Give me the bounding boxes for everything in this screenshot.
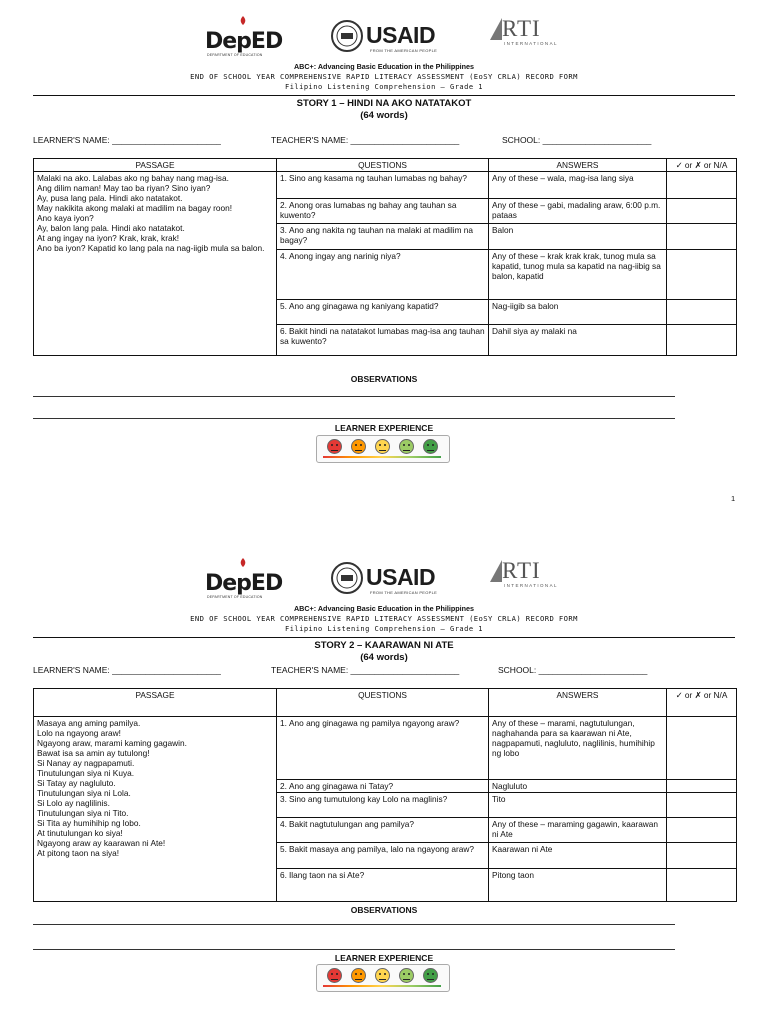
mark-cell[interactable]	[667, 793, 737, 818]
happy-face-icon[interactable]	[399, 439, 414, 454]
table-header-row	[34, 689, 737, 717]
question-number: 4.	[280, 251, 287, 261]
passage-header: PASSAGE	[34, 159, 277, 172]
question-text: Ano ang ginagawa ng kaniyang kapatid?	[289, 301, 439, 311]
question-number: 4.	[280, 819, 287, 829]
passage-line: Ang dilim naman! May tao ba riyan? Sino iyan?	[37, 183, 211, 193]
answers-header: ANSWERS	[489, 159, 667, 172]
mark-cell[interactable]	[667, 780, 737, 793]
question-text: Bakit hindi na natatakot lumabas mag-isa ang tauhan sa kuwento?	[280, 326, 485, 346]
passage-line: Si Tita ay humihihip ng lobo.	[37, 818, 141, 828]
record-table	[33, 688, 737, 902]
divider	[33, 637, 735, 638]
question-cell	[277, 325, 489, 356]
logo-bar	[0, 14, 768, 60]
question-number: 3.	[280, 225, 287, 235]
very-happy-face-icon[interactable]	[423, 439, 438, 454]
passage-line: Tinutulungan siya ni Lola.	[37, 788, 131, 798]
learner-experience-title: LEARNER EXPERIENCE	[334, 953, 434, 963]
usaid-seal-icon	[330, 19, 364, 53]
passage-line: Si Lolo ay naglilinis.	[37, 798, 110, 808]
rti-mark-icon	[490, 18, 502, 40]
passage-line: Tinutulungan siya ni Kuya.	[37, 768, 135, 778]
rti-mark-icon	[490, 560, 502, 582]
answer-cell: Any of these – wala, mag-isa lang siya	[489, 172, 667, 199]
question-cell	[277, 818, 489, 843]
neutral-face-icon[interactable]	[375, 439, 390, 454]
mark-header: ✓ or ✗ or N/A	[667, 159, 737, 172]
answer-cell: Nag-iigib sa balon	[489, 300, 667, 325]
passage-line: Malaki na ako. Lalabas ako ng bahay nang mag-isa.	[37, 173, 229, 183]
sad-face-icon[interactable]	[351, 439, 366, 454]
passage-line: Ngayong araw ay kaarawan ni Ate!	[37, 838, 166, 848]
question-text: Sino ang kasama ng tauhan lumabas ng bahay?	[289, 173, 468, 183]
observation-line[interactable]	[33, 396, 675, 397]
usaid-seal-icon	[330, 561, 364, 595]
question-cell	[277, 172, 489, 199]
question-number: 1.	[280, 173, 287, 183]
observation-line[interactable]	[33, 949, 675, 950]
table-row	[34, 717, 737, 780]
word-count: (64 words)	[360, 110, 408, 121]
mark-cell[interactable]	[667, 869, 737, 902]
question-text: Sino ang tumutulong kay Lolo na maglinis?	[289, 794, 448, 804]
question-text: Anong ingay ang narinig niya?	[289, 251, 401, 261]
answers-header: ANSWERS	[489, 689, 667, 717]
school-field[interactable]: SCHOOL: _______________________	[502, 135, 652, 145]
answer-cell: Kaarawan ni Ate	[489, 843, 667, 869]
mark-cell[interactable]	[667, 818, 737, 843]
answer-cell: Pitong taon	[489, 869, 667, 902]
question-cell	[277, 843, 489, 869]
happy-face-icon[interactable]	[399, 968, 414, 983]
logo-bar	[0, 556, 768, 602]
mark-cell[interactable]	[667, 843, 737, 869]
observations-title: OBSERVATIONS	[350, 374, 418, 384]
answer-cell: Any of these – marami, nagtutulungan, naghahanda para sa kaarawan ni Ate, nagpapamuti, nagluluto, naglilinis, humihihip ng lobo	[489, 717, 667, 780]
learner-experience-scale[interactable]	[316, 964, 450, 992]
story-title: STORY 2 – KAARAWAN NI ATE	[314, 640, 454, 651]
program-title: ABC+: Advancing Basic Education in the Philippines	[293, 62, 475, 71]
answer-cell: Any of these – maraming gagawin, kaarawan ni Ate	[489, 818, 667, 843]
answer-cell: Any of these – gabi, madaling araw, 6:00 p.m. pataas	[489, 199, 667, 224]
passage-line: Ngayong araw, marami kaming gagawin.	[37, 738, 187, 748]
school-field[interactable]: SCHOOL: _______________________	[498, 665, 648, 675]
table-row	[34, 172, 737, 199]
question-number: 5.	[280, 844, 287, 854]
teacher-name-field[interactable]: TEACHER'S NAME: _______________________	[271, 135, 460, 145]
form-title: END OF SCHOOL YEAR COMPREHENSIVE RAPID LITERACY ASSESSMENT (EoSY CRLA) RECORD FORM	[190, 614, 578, 623]
questions-header: QUESTIONS	[277, 689, 489, 717]
passage-line: Ano kaya iyon?	[37, 213, 94, 223]
mark-cell[interactable]	[667, 717, 737, 780]
question-cell	[277, 224, 489, 250]
passage-cell	[34, 717, 277, 902]
question-text: Anong oras lumabas ng bahay ang tauhan sa kuwento?	[280, 200, 457, 220]
question-cell	[277, 780, 489, 793]
question-number: 1.	[280, 718, 287, 728]
question-number: 6.	[280, 326, 287, 336]
passage-line: Ano ba iyon? Kapatid ko lang pala na nag-iigib mula sa balon.	[37, 243, 265, 253]
question-number: 3.	[280, 794, 287, 804]
question-text: Bakit nagtutulungan ang pamilya?	[289, 819, 415, 829]
questions-header: QUESTIONS	[277, 159, 489, 172]
passage-line: At tinutulungan ko siya!	[37, 828, 123, 838]
question-text: Ilang taon na si Ate?	[289, 870, 365, 880]
very-sad-face-icon[interactable]	[327, 439, 342, 454]
passage-line: Lolo na ngayong araw!	[37, 728, 121, 738]
passage-line: Masaya ang aming pamilya.	[37, 718, 141, 728]
mark-cell[interactable]	[667, 300, 737, 325]
passage-line: May nakikita akong malaki at madilim na bagay roon!	[37, 203, 233, 213]
word-count: (64 words)	[360, 652, 408, 663]
question-number: 2.	[280, 781, 287, 791]
scale-line	[323, 985, 441, 987]
divider	[33, 95, 735, 96]
very-sad-face-icon[interactable]	[327, 968, 342, 983]
answer-cell: Tito	[489, 793, 667, 818]
rti-logo: RTI INTERNATIONAL	[490, 558, 560, 602]
grade-subtitle: Filipino Listening Comprehension – Grade 1	[284, 625, 483, 633]
question-cell	[277, 300, 489, 325]
mark-cell[interactable]	[667, 250, 737, 300]
passage-line: Si Tatay ay nagluluto.	[37, 778, 116, 788]
question-number: 6.	[280, 870, 287, 880]
page-number: 1	[731, 494, 736, 503]
observation-line[interactable]	[33, 924, 675, 925]
passage-cell	[34, 172, 277, 356]
answer-cell: Nagluluto	[489, 780, 667, 793]
answer-cell: Balon	[489, 224, 667, 250]
observation-line[interactable]	[33, 418, 675, 419]
passage-line: At ang ingay na iyon? Krak, krak, krak!	[37, 233, 180, 243]
learner-experience-scale[interactable]	[316, 435, 450, 463]
question-text: Ano ang ginagawa ni Tatay?	[289, 781, 394, 791]
passage-line: Bawat isa sa amin ay tutulong!	[37, 748, 150, 758]
program-title: ABC+: Advancing Basic Education in the Philippines	[293, 604, 475, 613]
question-cell	[277, 250, 489, 300]
sad-face-icon[interactable]	[351, 968, 366, 983]
learner-name-field[interactable]: LEARNER'S NAME: _______________________	[33, 135, 221, 145]
grade-subtitle: Filipino Listening Comprehension – Grade 1	[284, 83, 483, 91]
mark-cell[interactable]	[667, 199, 737, 224]
passage-line: Si Nanay ay nagpapamuti.	[37, 758, 135, 768]
learner-experience-title: LEARNER EXPERIENCE	[334, 423, 434, 433]
table-header-row	[34, 159, 737, 172]
answer-cell: Dahil siya ay malaki na	[489, 325, 667, 356]
teacher-name-field[interactable]: TEACHER'S NAME: _______________________	[271, 665, 460, 675]
usaid-logo: USAID FROM THE AMERICAN PEOPLE	[330, 559, 442, 603]
passage-line: At pitong taon na siya!	[37, 848, 120, 858]
question-text: Ano ang nakita ng tauhan na malaki at madilim na bagay?	[280, 225, 474, 245]
mark-cell[interactable]	[667, 224, 737, 250]
answer-cell: Any of these – krak krak krak, tunog mula sa kapatid, tunog mula sa kapatid na nag-iibig sa balon, kapatid	[489, 250, 667, 300]
learner-name-field[interactable]: LEARNER'S NAME: _______________________	[33, 665, 221, 675]
neutral-face-icon[interactable]	[375, 968, 390, 983]
question-cell	[277, 717, 489, 780]
scale-line	[323, 456, 441, 458]
deped-logo: DepED DEPARTMENT OF EDUCATION	[205, 17, 283, 61]
question-cell	[277, 793, 489, 818]
question-cell	[277, 869, 489, 902]
passage-header: PASSAGE	[34, 689, 277, 717]
question-number: 5.	[280, 301, 287, 311]
passage-line: Ay, pusa lang pala. Hindi ako natatakot.	[37, 193, 183, 203]
mark-header: ✓ or ✗ or N/A	[667, 689, 737, 717]
very-happy-face-icon[interactable]	[423, 968, 438, 983]
question-cell	[277, 199, 489, 224]
record-table	[33, 158, 737, 356]
question-text: Ano ang ginagawa ng pamilya ngayong araw?	[289, 718, 460, 728]
question-number: 2.	[280, 200, 287, 210]
form-title: END OF SCHOOL YEAR COMPREHENSIVE RAPID LITERACY ASSESSMENT (EoSY CRLA) RECORD FORM	[190, 72, 578, 81]
mark-cell[interactable]	[667, 325, 737, 356]
mark-cell[interactable]	[667, 172, 737, 199]
observations-title: OBSERVATIONS	[350, 905, 418, 915]
rti-logo: RTI INTERNATIONAL	[490, 16, 560, 60]
deped-logo: DepED DEPARTMENT OF EDUCATION	[205, 559, 283, 603]
story-title: STORY 1 – HINDI NA AKO NATATAKOT	[296, 98, 472, 109]
usaid-logo: USAID FROM THE AMERICAN PEOPLE	[330, 17, 442, 61]
passage-line: Tinutulungan siya ni Tito.	[37, 808, 129, 818]
question-text: Bakit masaya ang pamilya, lalo na ngayong araw?	[289, 844, 474, 854]
passage-line: Ay, balon lang pala. Hindi ako natatakot.	[37, 223, 185, 233]
